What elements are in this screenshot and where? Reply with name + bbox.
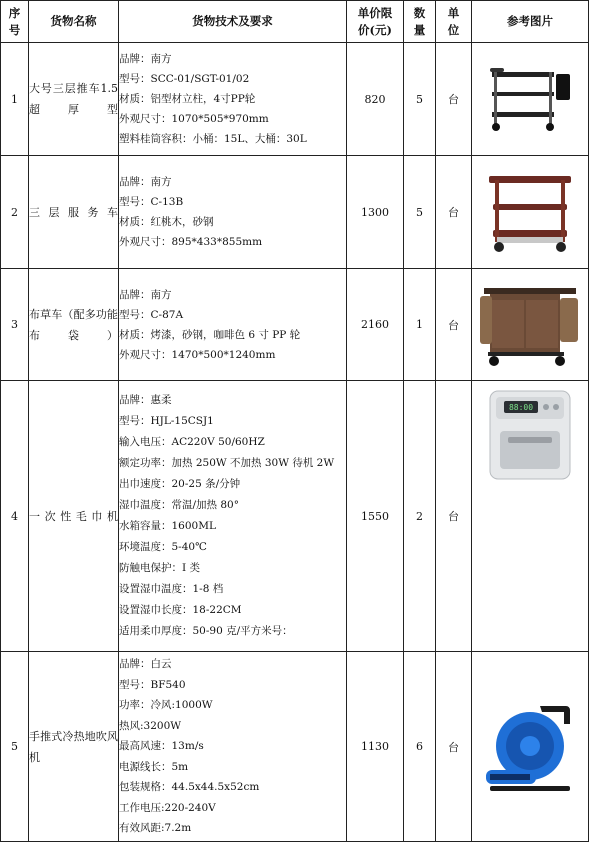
spec-line: 有效风距:7.2m bbox=[119, 822, 192, 835]
row-num: 5 bbox=[1, 652, 29, 842]
spec-line: 适用柔巾厚度：50-90 克/平方米号： bbox=[119, 625, 293, 637]
spec-line: 品牌：白云 bbox=[119, 658, 172, 671]
spec-line: 防触电保护：I 类 bbox=[119, 562, 200, 574]
spec-line: 外观尺寸：1470*500*1240mm bbox=[119, 348, 276, 361]
row-image bbox=[472, 43, 589, 156]
row-spec bbox=[119, 43, 347, 156]
spec-line: 型号：C-13B bbox=[119, 196, 184, 208]
row-price: 1300 bbox=[347, 156, 404, 269]
spec-line: 功率：冷风:1000W bbox=[119, 699, 213, 712]
spec-line: 设置湿巾长度：18-22CM bbox=[119, 604, 242, 616]
linen-cart-icon bbox=[478, 282, 582, 368]
header-row bbox=[1, 1, 589, 43]
row-spec bbox=[119, 381, 347, 652]
row-price: 1130 bbox=[347, 652, 404, 842]
row-qty: 2 bbox=[404, 381, 436, 652]
spec-line: 水箱容量：1600ML bbox=[119, 520, 216, 532]
spec-line: 塑料桂筒容积：小桶：15L、大桶：30L bbox=[119, 133, 307, 145]
spec-line: 热风:3200W bbox=[119, 719, 182, 732]
row-name: 三层服务车 bbox=[29, 156, 119, 269]
row-qty: 5 bbox=[404, 43, 436, 156]
spec-line: 工作电压:220-240V bbox=[119, 801, 216, 814]
row-price: 2160 bbox=[347, 269, 404, 381]
spec-line: 电源线长：5m bbox=[119, 760, 189, 773]
spec-line: 外观尺寸：1070*505*970mm bbox=[119, 113, 269, 125]
row-name: 一次性毛巾机 bbox=[29, 381, 119, 652]
spec-line: 型号：SCC-01/SGT-01/02 bbox=[119, 73, 250, 85]
row-qty: 6 bbox=[404, 652, 436, 842]
towel-machine-icon bbox=[482, 387, 578, 483]
row-price: 820 bbox=[347, 43, 404, 156]
row-num: 2 bbox=[1, 156, 29, 269]
row-name: 大号三层推车1.5超厚型 bbox=[29, 43, 119, 156]
spec-line: 湿巾温度：常温/加热 80° bbox=[119, 499, 239, 511]
row-image bbox=[472, 156, 589, 269]
floor-blower-icon bbox=[480, 700, 580, 794]
spec-line: 输入电压：AC220V 50/60HZ bbox=[119, 436, 265, 448]
row-qty: 1 bbox=[404, 269, 436, 381]
row-spec bbox=[119, 156, 347, 269]
spec-line: 包装规格：44.5x44.5x52cm bbox=[119, 781, 260, 794]
cart-icon bbox=[486, 64, 574, 134]
row-image bbox=[472, 269, 589, 381]
spec-line: 品牌：南方 bbox=[119, 288, 172, 301]
row-unit: 台 bbox=[436, 269, 472, 381]
header-unit: 单位 bbox=[436, 1, 472, 43]
spec-line: 型号：HJL-15CSJ1 bbox=[119, 415, 214, 427]
machine-display: 88:00 bbox=[508, 403, 534, 412]
table-row bbox=[1, 156, 589, 269]
row-name: 布草车（配多功能布袋） bbox=[29, 269, 119, 381]
spec-line: 额定功率：加热 250W 不加热 30W 待机 2W bbox=[119, 457, 335, 469]
spec-line: 出巾速度：20-25 条/分钟 bbox=[119, 478, 241, 490]
row-image bbox=[472, 381, 589, 652]
row-unit: 台 bbox=[436, 381, 472, 652]
row-num: 1 bbox=[1, 43, 29, 156]
table-row bbox=[1, 652, 589, 842]
row-price: 1550 bbox=[347, 381, 404, 652]
spec-line: 外观尺寸：895*433*855mm bbox=[119, 236, 263, 248]
row-unit: 台 bbox=[436, 652, 472, 842]
header-spec: 货物技术及要求 bbox=[119, 1, 347, 43]
row-spec bbox=[119, 652, 347, 842]
row-name: 手推式冷热地吹风机 bbox=[29, 652, 119, 842]
service-trolley-icon bbox=[485, 170, 575, 254]
header-price: 单价限价(元) bbox=[347, 1, 404, 43]
spec-line: 型号：C-87A bbox=[119, 308, 184, 321]
spec-line: 品牌：南方 bbox=[119, 53, 172, 65]
spec-line: 最高风速：13m/s bbox=[119, 740, 204, 753]
row-unit: 台 bbox=[436, 156, 472, 269]
spec-line: 材质：铝型材立柱，4寸PP轮 bbox=[119, 93, 256, 105]
spec-line: 设置湿巾温度：1-8 档 bbox=[119, 583, 224, 595]
row-unit: 台 bbox=[436, 43, 472, 156]
header-name: 货物名称 bbox=[29, 1, 119, 43]
header-image: 参考图片 bbox=[472, 1, 589, 43]
table-row bbox=[1, 43, 589, 156]
row-num: 4 bbox=[1, 381, 29, 652]
row-image bbox=[472, 652, 589, 842]
spec-line: 环境温度：5-40℃ bbox=[119, 541, 207, 553]
spec-line: 品牌：南方 bbox=[119, 176, 172, 188]
spec-line: 材质：红桃木，砂钢 bbox=[119, 216, 214, 228]
table-row bbox=[1, 269, 589, 381]
table-row bbox=[1, 381, 589, 652]
spec-line: 材质：烤漆，砂钢，咖啡色 6 寸 PP 轮 bbox=[119, 328, 301, 341]
header-qty: 数量 bbox=[404, 1, 436, 43]
spec-line: 型号：BF540 bbox=[119, 678, 186, 691]
row-num: 3 bbox=[1, 269, 29, 381]
row-qty: 5 bbox=[404, 156, 436, 269]
spec-line: 品牌：惠柔 bbox=[119, 394, 172, 406]
row-spec bbox=[119, 269, 347, 381]
header-num: 序号 bbox=[1, 1, 29, 43]
